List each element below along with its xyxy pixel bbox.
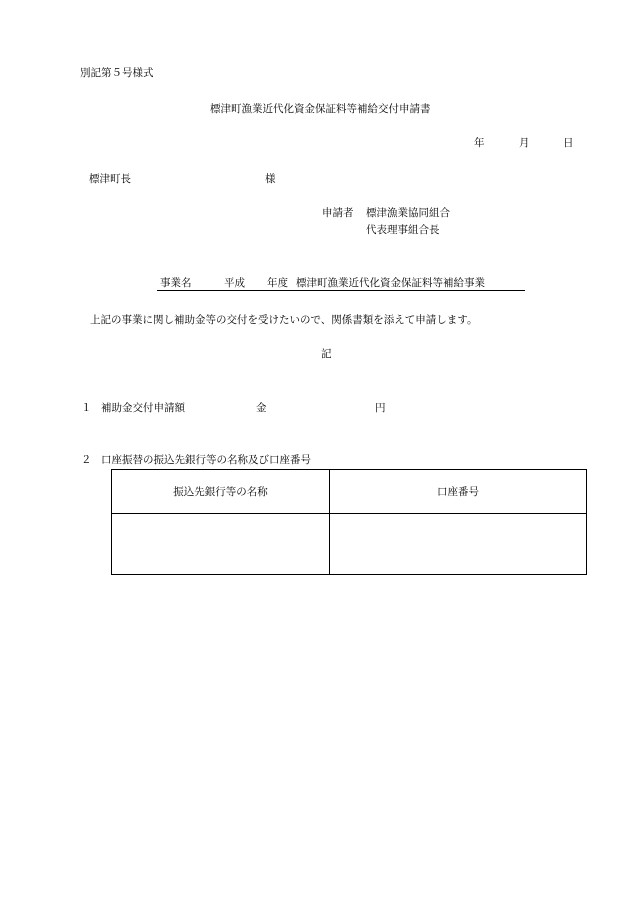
applicant-organization: 標津漁業協同組合 bbox=[366, 207, 450, 219]
bank-name-cell[interactable] bbox=[112, 514, 330, 575]
body-text: 上記の事業に関し補助金等の交付を受けたいので、関係書類を添えて申請します。 bbox=[90, 314, 478, 326]
project-name: 標津町漁業近代化資金保証料等補給事業 bbox=[296, 277, 485, 289]
project-label: 事業名 bbox=[160, 277, 192, 289]
project-year-suffix: 年度 bbox=[267, 277, 288, 289]
form-number: 別記第５号様式 bbox=[80, 67, 154, 79]
item-1-label: 補助金交付申請額 bbox=[101, 402, 185, 414]
bank-name-header: 振込先銀行等の名称 bbox=[112, 470, 330, 514]
addressee-name: 標津町長 bbox=[89, 173, 131, 185]
addressee-honorific: 様 bbox=[265, 173, 276, 185]
account-table bbox=[111, 469, 587, 575]
ki-heading: 記 bbox=[321, 348, 332, 360]
item-1-number: １ bbox=[81, 402, 92, 414]
item-2-label: 口座振替の振込先銀行等の名称及び口座番号 bbox=[101, 454, 311, 466]
date-month-label: 月 bbox=[519, 137, 530, 149]
project-underline bbox=[157, 290, 525, 291]
date-day-label: 日 bbox=[563, 137, 574, 149]
account-number-header: 口座番号 bbox=[330, 470, 587, 514]
item-1-yen: 円 bbox=[375, 402, 386, 414]
date-year-label: 年 bbox=[474, 137, 485, 149]
account-number-cell[interactable] bbox=[330, 514, 587, 575]
account-table-header-row bbox=[112, 470, 587, 514]
item-2-number: ２ bbox=[81, 454, 92, 466]
item-1-kin: 金 bbox=[256, 402, 267, 414]
document-title: 標津町漁業近代化資金保証料等補給交付申請書 bbox=[210, 103, 431, 115]
applicant-representative: 代表理事組合長 bbox=[366, 224, 440, 236]
applicant-label: 申請者 bbox=[322, 207, 354, 219]
project-era: 平成 bbox=[224, 277, 245, 289]
account-table-value-row bbox=[112, 514, 587, 575]
